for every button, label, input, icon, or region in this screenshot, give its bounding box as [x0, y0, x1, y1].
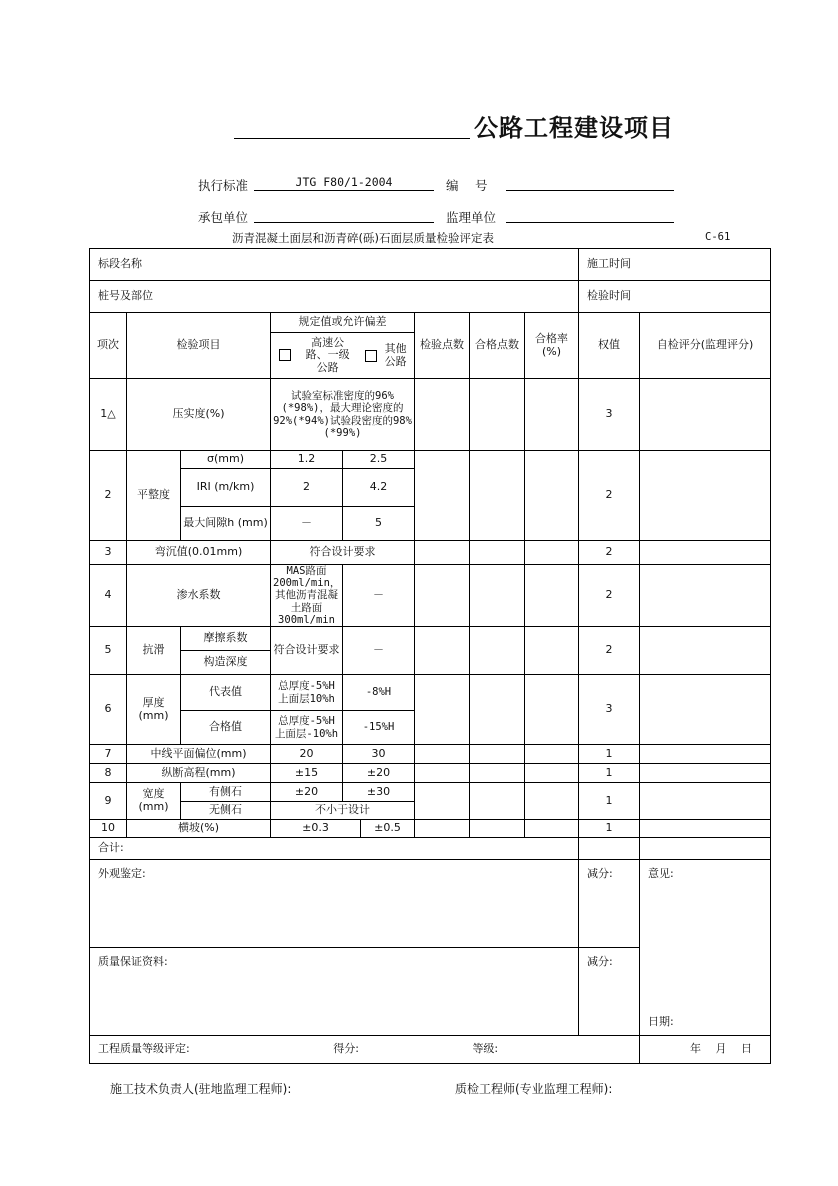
row-8 — [90, 764, 771, 783]
row-3-spec: 符合设计要求 — [271, 541, 415, 565]
appearance-row — [90, 860, 771, 948]
row-1-pass[interactable] — [470, 379, 525, 451]
row-9-score[interactable] — [640, 783, 771, 820]
row-8-pass[interactable] — [470, 764, 525, 783]
row-4 — [90, 565, 771, 627]
row-7-no: 7 — [90, 745, 127, 764]
row-6-points[interactable] — [415, 675, 470, 745]
row-3-pass[interactable] — [470, 541, 525, 565]
row-6-sub1-a: 总厚度-5%H 上面层10%h — [271, 675, 343, 711]
col-weight: 权值 — [579, 313, 640, 379]
row-2-pass[interactable] — [470, 451, 525, 541]
grade-row — [90, 1036, 771, 1064]
row-5-points[interactable] — [415, 627, 470, 675]
row-7-weight: 1 — [579, 745, 640, 764]
row-2-sub2: IRI (m/km) — [181, 469, 271, 507]
quality-docs-label: 质量保证资料: — [98, 955, 168, 968]
supervisor-field[interactable] — [506, 207, 674, 223]
contractor-field[interactable] — [254, 207, 434, 223]
row-8-no: 8 — [90, 764, 127, 783]
row-6-pass[interactable] — [470, 675, 525, 745]
row-6-weight: 3 — [579, 675, 640, 745]
ymd-cell[interactable] — [640, 1036, 771, 1064]
row-10 — [90, 820, 771, 838]
row-3-score[interactable] — [640, 541, 771, 565]
spec-other-label: 其他公路 — [384, 341, 407, 368]
info-row-2 — [90, 281, 771, 313]
row-9-rate[interactable] — [525, 783, 579, 820]
row-6-sub1: 代表值 — [181, 675, 271, 711]
row-1-score[interactable] — [640, 379, 771, 451]
row-6-score[interactable] — [640, 675, 771, 745]
page-title: 公路工程建设项目 — [474, 114, 674, 142]
station-part-cell[interactable] — [90, 281, 579, 313]
row-5-item: 抗滑 — [127, 627, 181, 675]
inspection-time-cell[interactable] — [579, 281, 771, 313]
col-points: 检验点数 — [415, 313, 470, 379]
row-1-weight: 3 — [579, 379, 640, 451]
row-10-weight: 1 — [579, 820, 640, 838]
row-9-pass[interactable] — [470, 783, 525, 820]
row-1 — [90, 379, 771, 451]
row-3 — [90, 541, 771, 565]
row-5-score[interactable] — [640, 627, 771, 675]
quality-docs-cell[interactable] — [90, 948, 579, 1036]
deduct-1-label: 减分: — [587, 867, 613, 880]
row-10-item: 横坡(%) — [127, 820, 271, 838]
col-pass-points: 合格点数 — [470, 313, 525, 379]
row-10-a: ±0.3 — [271, 820, 361, 838]
appearance-cell[interactable] — [90, 860, 579, 948]
standard-value[interactable]: JTG F80/1-2004 — [254, 175, 434, 191]
row-1-no: 1△ — [90, 379, 127, 451]
row-1-item: 压实度(%) — [127, 379, 271, 451]
row-4-rate[interactable] — [525, 565, 579, 627]
row-2-weight: 2 — [579, 451, 640, 541]
row-5-sub2: 构造深度 — [181, 651, 271, 675]
row-2-sub3: 最大间隙h (mm) — [181, 507, 271, 541]
row-2-item: 平整度 — [127, 451, 181, 541]
col-item-no: 项次 — [90, 313, 127, 379]
row-5-spec-a: 符合设计要求 — [271, 627, 343, 675]
row-8-rate[interactable] — [525, 764, 579, 783]
row-1-rate[interactable] — [525, 379, 579, 451]
row-8-b: ±20 — [343, 764, 415, 783]
col-self-score: 自检评分(监理评分) — [640, 313, 771, 379]
spec-highway-label: 高速公路、一级公路 — [305, 335, 350, 374]
score-label: 得分: — [333, 1042, 359, 1056]
row-9-no: 9 — [90, 783, 127, 820]
row-1-spec: 试验室标准密度的96%(*98%)，最大理论密度的92%(*94%)试验段密度的98%(*99%) — [271, 379, 415, 451]
contractor-label: 承包单位 — [198, 210, 249, 225]
row-2-sub1-a: 1.2 — [271, 451, 343, 469]
col-item: 检验项目 — [127, 313, 271, 379]
row-6-sub2-a: 总厚度-5%H 上面层-10%h — [271, 711, 343, 745]
row-10-rate[interactable] — [525, 820, 579, 838]
row-10-no: 10 — [90, 820, 127, 838]
row-3-no: 3 — [90, 541, 127, 565]
row-9-points[interactable] — [415, 783, 470, 820]
row-7-rate[interactable] — [525, 745, 579, 764]
deduct-2-label: 减分: — [587, 955, 613, 968]
deduct-2-cell[interactable] — [579, 948, 640, 1036]
row-7 — [90, 745, 771, 764]
station-part-label: 桩号及部位 — [98, 289, 153, 303]
row-5-pass[interactable] — [470, 627, 525, 675]
total-label: 合计: — [90, 838, 579, 860]
row-7-pass[interactable] — [470, 745, 525, 764]
row-10-pass[interactable] — [470, 820, 525, 838]
row-8-points[interactable] — [415, 764, 470, 783]
row-3-points[interactable] — [415, 541, 470, 565]
row-4-pass[interactable] — [470, 565, 525, 627]
row-3-item: 弯沉值(0.01mm) — [127, 541, 271, 565]
row-2-no: 2 — [90, 451, 127, 541]
total-score[interactable] — [640, 838, 771, 860]
row-4-item: 渗水系数 — [127, 565, 271, 627]
row-2-points[interactable] — [415, 451, 470, 541]
row-6a — [90, 675, 771, 711]
row-5-no: 5 — [90, 627, 127, 675]
row-5-weight: 2 — [579, 627, 640, 675]
row-9-weight: 1 — [579, 783, 640, 820]
total-row — [90, 838, 771, 860]
row-9-item: 宽度(mm) — [127, 783, 181, 820]
info-row-1 — [90, 249, 771, 281]
row-3-rate[interactable] — [525, 541, 579, 565]
row-2-sub3-b: 5 — [343, 507, 415, 541]
row-5-spec-b: － — [343, 627, 415, 675]
row-5-sub1: 摩擦系数 — [181, 627, 271, 651]
header-row-1 — [90, 313, 771, 333]
row-3-weight: 2 — [579, 541, 640, 565]
row-6-item: 厚度(mm) — [127, 675, 181, 745]
row-2-sub1: σ(mm) — [181, 451, 271, 469]
row-5-rate[interactable] — [525, 627, 579, 675]
row-9-sub1-a: ±20 — [271, 783, 343, 802]
opinion-cell[interactable] — [640, 860, 771, 1036]
row-6-sub2: 合格值 — [181, 711, 271, 745]
row-8-weight: 1 — [579, 764, 640, 783]
row-7-points[interactable] — [415, 745, 470, 764]
grade-label: 等级: — [472, 1042, 499, 1056]
row-9a — [90, 783, 771, 802]
col-spec: 规定值或允许偏差 — [271, 313, 415, 333]
row-6-no: 6 — [90, 675, 127, 745]
row-4-spec-a: MAS路面200ml/min，其他沥青混凝土路面300ml/min — [271, 565, 343, 627]
row-2-score[interactable] — [640, 451, 771, 541]
row-4-points[interactable] — [415, 565, 470, 627]
row-8-score[interactable] — [640, 764, 771, 783]
row-2-sub2-b: 4.2 — [343, 469, 415, 507]
highway-checkbox[interactable] — [279, 349, 291, 361]
ymd-label: 年 月 日 — [690, 1042, 753, 1056]
row-10-points[interactable] — [415, 820, 470, 838]
row-7-a: 20 — [271, 745, 343, 764]
row-10-b: ±0.5 — [361, 820, 415, 838]
row-4-no: 4 — [90, 565, 127, 627]
row-1-points[interactable] — [415, 379, 470, 451]
row-2-sub3-a: － — [271, 507, 343, 541]
qc-engineer-signature: 质检工程师(专业监理工程师): — [455, 1082, 613, 1096]
row-9-sub2: 无侧石 — [181, 802, 271, 820]
row-2-sub2-a: 2 — [271, 469, 343, 507]
row-2-sub1-b: 2.5 — [343, 451, 415, 469]
number-label: 编 号 — [446, 178, 488, 193]
spec-other-cell — [361, 333, 415, 379]
row-10-score[interactable] — [640, 820, 771, 838]
construction-time-cell[interactable] — [579, 249, 771, 281]
row-6-rate[interactable] — [525, 675, 579, 745]
total-weight[interactable] — [579, 838, 640, 860]
grade-eval-label: 工程质量等级评定: — [98, 1042, 190, 1056]
row-7-item: 中线平面偏位(mm) — [127, 745, 271, 764]
appearance-label: 外观鉴定: — [98, 867, 146, 880]
row-2a — [90, 451, 771, 469]
other-road-checkbox[interactable] — [365, 350, 377, 362]
row-6-sub2-b: -15%H — [343, 711, 415, 745]
number-field[interactable] — [506, 175, 674, 191]
row-7-score[interactable] — [640, 745, 771, 764]
supervisor-label: 监理单位 — [446, 210, 497, 225]
row-9-sub2-spec: 不小于设计 — [271, 802, 415, 820]
form-title: 沥青混凝土面层和沥青碎(砾)石面层质量检验评定表 — [232, 231, 494, 245]
row-9-sub1-b: ±30 — [343, 783, 415, 802]
section-name-cell[interactable] — [90, 249, 579, 281]
inspection-table — [89, 248, 771, 1064]
row-9-sub1: 有侧石 — [181, 783, 271, 802]
row-7-b: 30 — [343, 745, 415, 764]
row-4-score[interactable] — [640, 565, 771, 627]
inspection-time-label: 检验时间 — [587, 289, 632, 303]
row-6-sub1-b: -8%H — [343, 675, 415, 711]
col-pass-rate: 合格率(%) — [525, 313, 579, 379]
standard-label: 执行标准 — [198, 178, 249, 193]
row-4-weight: 2 — [579, 565, 640, 627]
row-8-a: ±15 — [271, 764, 343, 783]
project-name-blank[interactable] — [234, 138, 470, 139]
row-5a — [90, 627, 771, 651]
date-label: 日期: — [648, 1015, 674, 1029]
tech-lead-signature: 施工技术负责人(驻地监理工程师): — [110, 1082, 292, 1096]
opinion-label: 意见: — [648, 867, 674, 880]
spec-highway-cell — [271, 333, 361, 379]
grade-cell[interactable] — [90, 1036, 640, 1064]
construction-time-label: 施工时间 — [587, 257, 632, 271]
row-8-item: 纵断高程(mm) — [127, 764, 271, 783]
form-code: C-61 — [705, 231, 731, 243]
title-block — [234, 108, 704, 142]
row-2-rate[interactable] — [525, 451, 579, 541]
row-4-spec-b: － — [343, 565, 415, 627]
section-name-label: 标段名称 — [98, 257, 142, 271]
deduct-1-cell[interactable] — [579, 860, 640, 948]
